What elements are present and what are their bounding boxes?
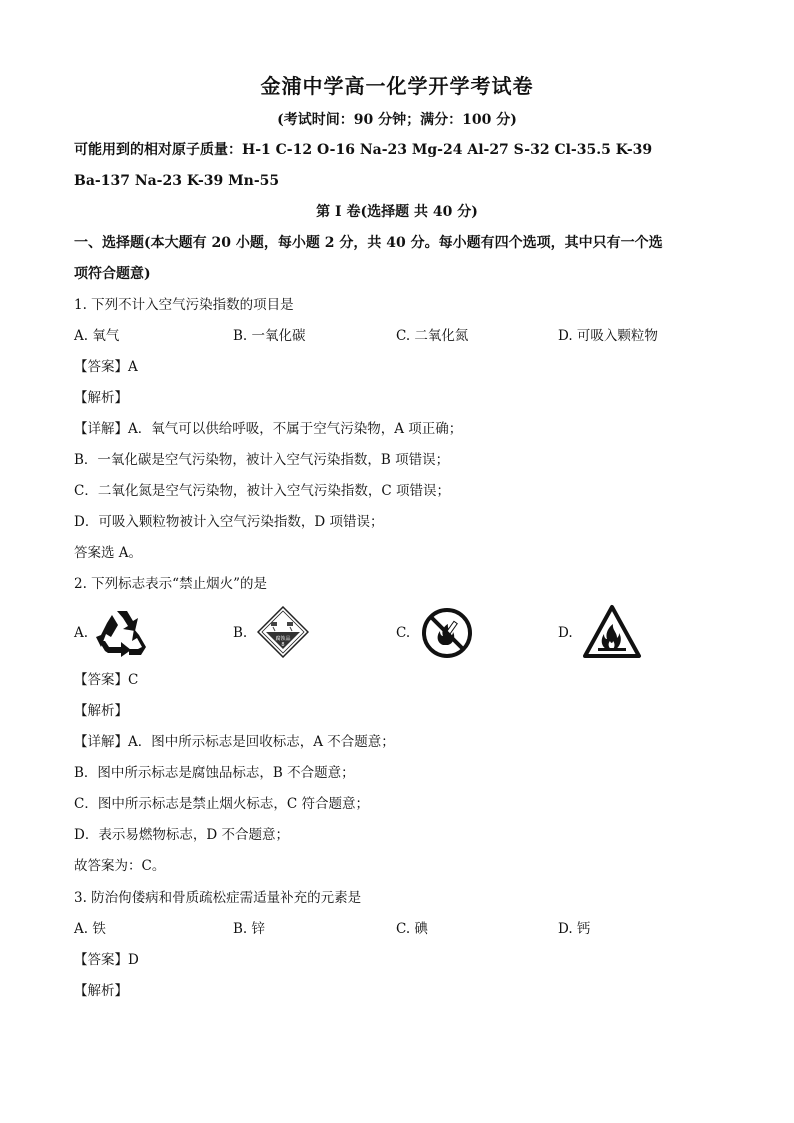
q3-option-b: B. 锌 (233, 921, 266, 937)
q3-answer: 【答案】D (74, 952, 139, 968)
atomic-mass-line-2: Ba-137 Na-23 K-39 Mn-55 (74, 173, 280, 189)
q1-detail-line: D．可吸入颗粒物被计入空气污染指数，D 项错误； (74, 514, 384, 530)
q1-option-a: A. 氧气 (74, 328, 120, 344)
q2-analysis-label: 【解析】 (74, 703, 128, 719)
q1-answer: 【答案】A (74, 359, 138, 375)
q2-answer: 【答案】C (74, 672, 139, 688)
no-fire-sign-icon (421, 607, 473, 659)
q2-option-c-label: C. (396, 625, 411, 641)
q1-detail-line: B．一氧化碳是空气污染物，被计入空气污染指数，B 项错误； (74, 452, 450, 468)
q3-option-a: A. 铁 (74, 921, 106, 937)
q3-option-d: D. 钙 (558, 921, 591, 937)
q1-analysis-label: 【解析】 (74, 390, 128, 406)
page-title: 金浦中学高一化学开学考试卷 (260, 74, 534, 98)
q1-option-c: C. 二氧化氮 (396, 328, 469, 344)
flammable-sign-icon (582, 604, 642, 660)
corrosive-sign-icon (257, 606, 309, 658)
q1-detail-line: C．二氧化氮是空气污染物，被计入空气污染指数，C 项错误； (74, 483, 450, 499)
corrosive-class-number: 8 (281, 642, 285, 648)
q2-detail-line: B．图中所示标志是腐蚀品标志，B 不合题意； (74, 765, 355, 781)
q1-detail-line: 【详解】A．氧气可以供给呼吸，不属于空气污染物，A 项正确； (74, 421, 463, 437)
exam-info: (考试时间：90 分钟；满分：100 分) (277, 112, 517, 128)
q1-option-b: B. 一氧化碳 (233, 328, 306, 344)
section-title: 第 I 卷(选择题 共 40 分) (316, 204, 478, 220)
q1-option-d: D. 可吸入颗粒物 (558, 328, 658, 344)
q3-option-c: C. 碘 (396, 921, 428, 937)
q2-detail-line: C．图中所示标志是禁止烟火标志，C 符合题意； (74, 796, 369, 812)
question-3-stem: 3. 防治佝偻病和骨质疏松症需适量补充的元素是 (74, 890, 362, 906)
q1-conclusion: 答案选 A。 (74, 545, 143, 561)
corrosive-label-text: 腐蚀品 (275, 636, 291, 642)
question-2-stem: 2. 下列标志表示“禁止烟火”的是 (74, 576, 267, 592)
recycle-icon (95, 607, 149, 657)
instruction-line-2: 项符合题意) (74, 266, 151, 282)
q2-detail-line: 【详解】A．图中所示标志是回收标志，A 不合题意； (74, 734, 395, 750)
q3-analysis-label: 【解析】 (74, 983, 128, 999)
q2-detail-line: D．表示易燃物标志，D 不合题意； (74, 827, 289, 843)
q2-conclusion: 故答案为：C。 (74, 858, 166, 874)
instruction-line-1: 一、选择题(本大题有 20 小题，每小题 2 分，共 40 分。每小题有四个选项，其中只有一个选 (74, 235, 663, 251)
question-1-stem: 1. 下列不计入空气污染指数的项目是 (74, 297, 294, 313)
q2-option-b-label: B. (233, 625, 248, 641)
q2-option-a-label: A. (74, 625, 89, 641)
atomic-mass-line-1: 可能用到的相对原子质量：H-1 C-12 O-16 Na-23 Mg-24 Al-27 S-32 Cl-35.5 K-39 (74, 142, 653, 158)
q2-option-d-label: D. (558, 625, 573, 641)
